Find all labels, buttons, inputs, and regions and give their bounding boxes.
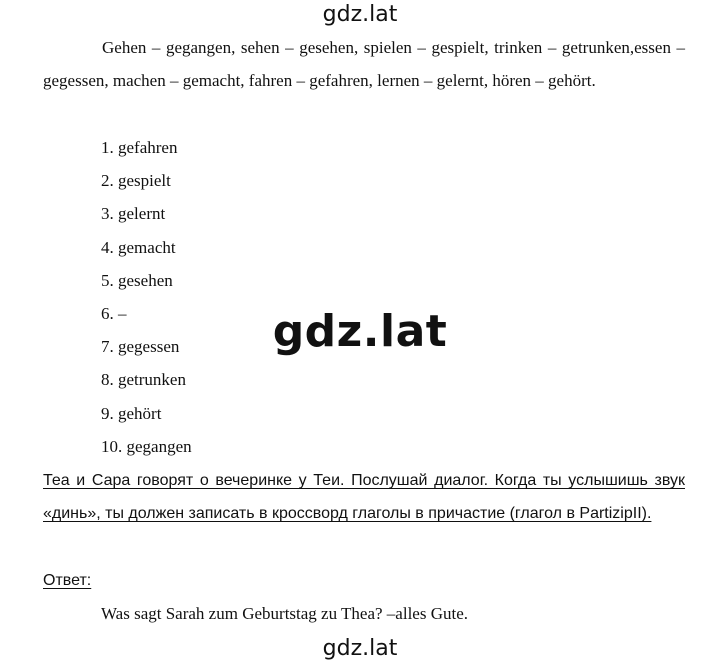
- watermark-top: gdz.lat: [322, 2, 398, 27]
- list-item: 2. gespielt: [101, 171, 171, 191]
- intro-paragraph: Gehen – gegangen, sehen – gesehen, spielen – gespielt, trinken – getrunken,essen – gegessen, machen – gemacht, fahren – gefahren, lernen – gelernt, hören – gehört.: [43, 38, 685, 90]
- list-item: 4. gemacht: [101, 237, 176, 257]
- list-item: 9. gehört: [101, 403, 162, 423]
- answer-list: [101, 131, 192, 463]
- watermark-bottom: gdz.lat: [322, 636, 398, 661]
- list-item: 8. getrunken: [101, 370, 186, 390]
- list-item: 6. –: [101, 303, 127, 323]
- watermark-center: gdz.lat: [272, 306, 448, 357]
- task-instruction: Теа и Сара говорят о вечеринке у Теи. Послушай диалог. Когда ты услышишь звук «динь», ты должен записать в кроссворд глаголы в причастие (глагол в PartizipII).: [43, 472, 685, 522]
- list-item: 1. gefahren: [101, 138, 178, 157]
- list-item: 10. gegangen: [101, 436, 192, 456]
- list-item: 3. gelernt: [101, 204, 166, 224]
- answer-text: Was sagt Sarah zum Geburtstag zu Thea? –alles Gute.: [101, 604, 469, 623]
- list-item: 5. gesehen: [101, 270, 173, 290]
- list-item: 7. gegessen: [101, 337, 180, 357]
- answer-label: Ответ:: [43, 572, 92, 589]
